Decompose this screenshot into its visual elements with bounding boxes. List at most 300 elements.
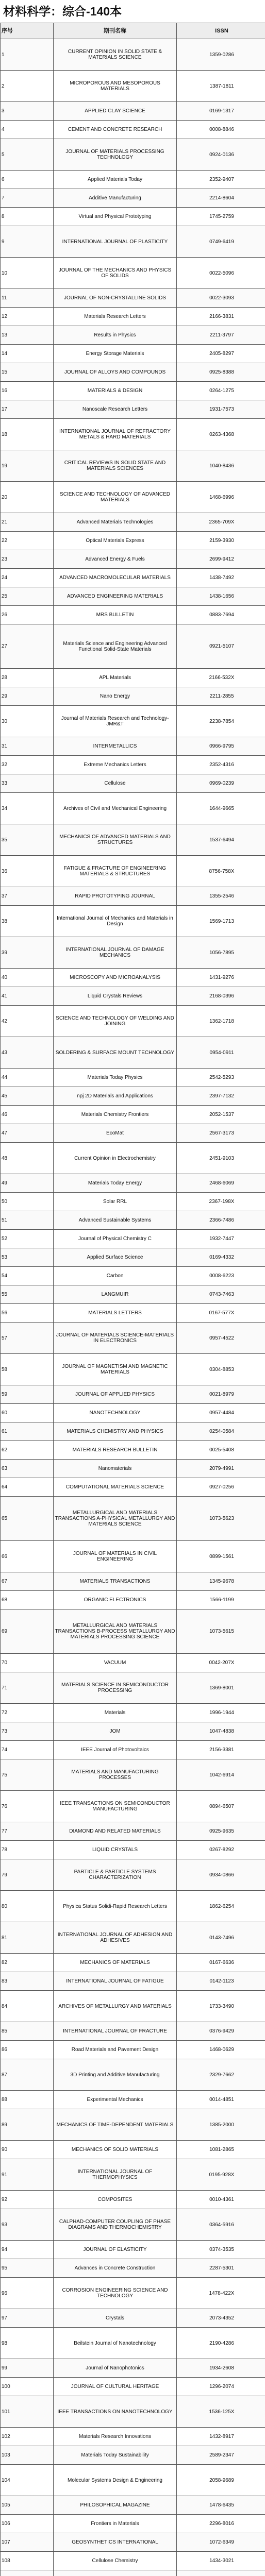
issn-cell: 0374-3535 <box>177 2241 265 2259</box>
issn-cell: 2214-8604 <box>177 189 265 208</box>
journal-name-cell: Archives of Civil and Mechanical Engineering <box>54 793 177 824</box>
issn-cell: 1431-9276 <box>177 969 265 987</box>
rank-cell: 89 <box>1 2109 54 2141</box>
table-row <box>1 1248 265 1267</box>
issn-cell: 0925-8388 <box>177 363 265 382</box>
table-row <box>1 1822 265 1841</box>
journal-name-cell: ORGANIC ELECTRONICS <box>54 1591 177 1609</box>
journal-name-cell: METALLURGICAL AND MATERIALS TRANSACTIONS B-PROCESS METALLURGY AND MATERIALS PROCESSING SCIENCE <box>54 1609 177 1654</box>
rank-cell: 93 <box>1 2209 54 2241</box>
journal-name-cell: JOURNAL OF MAGNETISM AND MAGNETIC MATERIALS <box>54 1354 177 1385</box>
rank-cell: 95 <box>1 2259 54 2278</box>
rank-cell: 31 <box>1 737 54 756</box>
journal-name-cell: IEEE TRANSACTIONS ON NANOTECHNOLOGY <box>54 2396 177 2428</box>
rank-cell: 30 <box>1 706 54 737</box>
rank-cell: 78 <box>1 1841 54 1859</box>
table-row <box>1 400 265 419</box>
issn-cell: 0267-8292 <box>177 1841 265 1859</box>
table-row <box>1 1422 265 1441</box>
table-row <box>1 2041 265 2059</box>
rank-cell: 32 <box>1 756 54 774</box>
rank-cell: 14 <box>1 345 54 363</box>
table-row <box>1 513 265 532</box>
rank-cell: 73 <box>1 1722 54 1741</box>
rank-cell: 5 <box>1 139 54 171</box>
table-row <box>1 1304 265 1323</box>
issn-cell: 0264-1275 <box>177 382 265 400</box>
table-row <box>1 363 265 382</box>
rank-cell: 60 <box>1 1404 54 1422</box>
journal-name-cell: FATIGUE & FRACTURE OF ENGINEERING MATERIALS & STRUCTURES <box>54 856 177 887</box>
journal-name-cell: ADVANCED MACROMOLECULAR MATERIALS <box>54 569 177 587</box>
issn-cell: 2352-9407 <box>177 171 265 189</box>
rank-cell: 65 <box>1 1497 54 1541</box>
table-row <box>1 1672 265 1704</box>
table-row <box>1 2309 265 2328</box>
table-row <box>1 987 265 1006</box>
table-row <box>1 969 265 987</box>
issn-cell: 1644-9665 <box>177 793 265 824</box>
journal-name-cell: Cellulose <box>54 774 177 793</box>
journal-name-cell: Applied Materials Today <box>54 171 177 189</box>
table-row <box>1 382 265 400</box>
table-row <box>1 2378 265 2396</box>
table-row <box>1 1609 265 1654</box>
issn-cell: 0195-928X <box>177 2159 265 2191</box>
rank-cell: 91 <box>1 2159 54 2191</box>
journal-name-cell: Journal of Materials Research and Technology-JMR&T <box>54 706 177 737</box>
issn-cell: 1478-6435 <box>177 2496 265 2515</box>
issn-cell: 0883-7694 <box>177 606 265 624</box>
table-row <box>1 606 265 624</box>
issn-cell: 0142-1123 <box>177 1972 265 1991</box>
issn-cell: 1432-8917 <box>177 2428 265 2446</box>
issn-cell: 0934-0866 <box>177 1859 265 1891</box>
table-row <box>1 171 265 189</box>
rank-cell: 40 <box>1 969 54 987</box>
table-row <box>1 550 265 569</box>
rank-cell: 45 <box>1 1087 54 1106</box>
journal-name-cell: Virtual and Physical Prototyping <box>54 208 177 226</box>
table-row <box>1 2159 265 2191</box>
journal-name-cell: JOURNAL OF MATERIALS SCIENCE-MATERIALS IN ELECTRONICS <box>54 1323 177 1354</box>
journal-name-cell: VACUUM <box>54 1654 177 1672</box>
issn-cell: 1438-1656 <box>177 587 265 606</box>
table-row <box>1 706 265 737</box>
journal-name-cell: Molecular Systems Design & Engineering <box>54 2465 177 2496</box>
journal-name-cell: LANGMUIR <box>54 1285 177 1304</box>
table-row <box>1 1037 265 1069</box>
journal-name-cell: GEOSYNTHETICS INTERNATIONAL <box>54 2533 177 2552</box>
rank-cell: 9 <box>1 226 54 258</box>
rank-cell: 8 <box>1 208 54 226</box>
issn-cell: 1934-2608 <box>177 2359 265 2378</box>
journal-name-cell: MECHANICS OF SOLID MATERIALS <box>54 2141 177 2159</box>
rank-cell: 75 <box>1 1759 54 1791</box>
issn-cell: 0022-5096 <box>177 258 265 289</box>
journal-name-cell: npj 2D Materials and Applications <box>54 1087 177 1106</box>
table-row <box>1 937 265 969</box>
table-row <box>1 1230 265 1248</box>
table-row <box>1 2109 265 2141</box>
table-row <box>1 1791 265 1822</box>
issn-cell: 0254-0584 <box>177 1422 265 1441</box>
issn-cell: 0042-207X <box>177 1654 265 1672</box>
rank-cell: 53 <box>1 1248 54 1267</box>
issn-cell: 1745-2759 <box>177 208 265 226</box>
rank-cell: 59 <box>1 1385 54 1404</box>
issn-cell: 0304-8853 <box>177 1354 265 1385</box>
issn-cell: 2211-3797 <box>177 326 265 345</box>
rank-cell: 55 <box>1 1285 54 1304</box>
rank-cell: 47 <box>1 1124 54 1143</box>
issn-cell: 1073-5615 <box>177 1609 265 1654</box>
rank-cell: 28 <box>1 669 54 687</box>
issn-cell: 1387-1811 <box>177 71 265 102</box>
table-row <box>1 1193 265 1211</box>
rank-cell: 64 <box>1 1478 54 1497</box>
issn-cell: 0954-0911 <box>177 1037 265 1069</box>
rank-cell: 13 <box>1 326 54 345</box>
issn-cell: 0957-4484 <box>177 1404 265 1422</box>
issn-cell: 8756-758X <box>177 856 265 887</box>
table-row <box>1 102 265 121</box>
issn-cell: 0167-6636 <box>177 1954 265 1972</box>
table-row <box>1 208 265 226</box>
journal-name-cell: CORROSION ENGINEERING SCIENCE AND TECHNOLOGY <box>54 2278 177 2309</box>
issn-cell: 0376-9429 <box>177 2022 265 2041</box>
rank-cell: 58 <box>1 1354 54 1385</box>
issn-cell: 1537-6494 <box>177 824 265 856</box>
journal-name-cell: APL Materials <box>54 669 177 687</box>
issn-cell: 2366-7486 <box>177 1211 265 1230</box>
journal-name-cell: JOURNAL OF CULTURAL HERITAGE <box>54 2378 177 2396</box>
rank-cell: 20 <box>1 482 54 513</box>
rank-cell: 19 <box>1 450 54 482</box>
journal-name-cell: Road Materials and Pavement Design <box>54 2041 177 2059</box>
journal-name-cell: Results in Physics <box>54 326 177 345</box>
journal-name-cell: MECHANICS OF ADVANCED MATERIALS AND STRUCTURES <box>54 824 177 856</box>
journal-name-cell: Solar RRL <box>54 1193 177 1211</box>
issn-cell: 1438-7492 <box>177 569 265 587</box>
table-row <box>1 669 265 687</box>
table-row <box>1 1954 265 1972</box>
issn-cell: 0924-0136 <box>177 139 265 171</box>
journal-name-cell: CALPHAD-COMPUTER COUPLING OF PHASE DIAGRAMS AND THERMOCHEMISTRY <box>54 2209 177 2241</box>
rank-cell: 107 <box>1 2533 54 2552</box>
rank-cell: 51 <box>1 1211 54 1230</box>
rank-cell: 49 <box>1 1174 54 1193</box>
rank-cell: 62 <box>1 1441 54 1460</box>
issn-cell: 0008-8846 <box>177 121 265 139</box>
rank-cell: 2 <box>1 71 54 102</box>
issn-cell: 2052-1537 <box>177 1106 265 1124</box>
issn-cell: 1468-0629 <box>177 2041 265 2059</box>
journal-name-cell: Materials Today Sustainability <box>54 2446 177 2465</box>
table-row <box>1 2570 265 2576</box>
journal-name-cell: ARCHIVES OF METALLURGY AND MATERIALS <box>54 1991 177 2022</box>
table-row <box>1 824 265 856</box>
table-row <box>1 2241 265 2259</box>
table-row <box>1 450 265 482</box>
table-row <box>1 1069 265 1087</box>
rank-cell: 84 <box>1 1991 54 2022</box>
journal-name-cell: Advances in Concrete Construction <box>54 2259 177 2278</box>
rank-cell: 52 <box>1 1230 54 1248</box>
table-row <box>1 1591 265 1609</box>
issn-cell: 0925-9635 <box>177 1822 265 1841</box>
journal-name-cell: Extreme Mechanics Letters <box>54 756 177 774</box>
rank-cell: 33 <box>1 774 54 793</box>
journal-name-cell: MATERIALS AND MANUFACTURING PROCESSES <box>54 1759 177 1791</box>
rank-cell: 86 <box>1 2041 54 2059</box>
issn-cell: 1359-0286 <box>177 39 265 71</box>
table-row <box>1 1991 265 2022</box>
rank-cell: 10 <box>1 258 54 289</box>
table-row <box>1 1441 265 1460</box>
journal-name-cell: Additive Manufacturing <box>54 189 177 208</box>
journal-name-cell: CEMENT AND CONCRETE RESEARCH <box>54 121 177 139</box>
journal-name-cell: COMPOSITES <box>54 2191 177 2209</box>
issn-cell: 1345-9678 <box>177 1572 265 1591</box>
rank-cell <box>1 2570 54 2576</box>
journal-name-cell: NANOTECHNOLOGY <box>54 1404 177 1422</box>
journal-name-cell: Nanomaterials <box>54 1460 177 1478</box>
journal-name-cell: Advanced Sustainable Systems <box>54 1211 177 1230</box>
issn-cell: 0921-5107 <box>177 624 265 669</box>
issn-cell: 2365-709X <box>177 513 265 532</box>
table-row <box>1 1460 265 1478</box>
issn-cell: 2468-6069 <box>177 1174 265 1193</box>
issn-cell: 1042-6914 <box>177 1759 265 1791</box>
journal-name-cell: Materials Science and Engineering Advanced Functional Solid-State Materials <box>54 624 177 669</box>
rank-cell: 54 <box>1 1267 54 1285</box>
issn-cell: 2405-8297 <box>177 345 265 363</box>
table-row <box>1 1841 265 1859</box>
table-row <box>1 2446 265 2465</box>
table-row <box>1 1654 265 1672</box>
table-row <box>1 1859 265 1891</box>
journal-name-cell: Energy Storage Materials <box>54 345 177 363</box>
table-row <box>1 1385 265 1404</box>
issn-cell: 2567-3173 <box>177 1124 265 1143</box>
rank-cell: 15 <box>1 363 54 382</box>
table-row <box>1 2465 265 2496</box>
journal-name-cell: JOURNAL OF MATERIALS PROCESSING TECHNOLOGY <box>54 139 177 171</box>
table-row <box>1 1285 265 1304</box>
journal-name-cell: Nanoscale Research Letters <box>54 400 177 419</box>
rank-cell: 56 <box>1 1304 54 1323</box>
issn-cell: 2156-3381 <box>177 1741 265 1759</box>
issn-cell: 1385-2000 <box>177 2109 265 2141</box>
rank-cell: 4 <box>1 121 54 139</box>
rank-cell: 74 <box>1 1741 54 1759</box>
table-row <box>1 1972 265 1991</box>
journal-name-cell: Materials Today Energy <box>54 1174 177 1193</box>
rank-cell: 26 <box>1 606 54 624</box>
rank-cell: 12 <box>1 308 54 326</box>
rank-cell: 7 <box>1 189 54 208</box>
issn-cell: 1733-3490 <box>177 1991 265 2022</box>
issn-cell: 1355-2546 <box>177 887 265 906</box>
issn-cell: 2296-8016 <box>177 2515 265 2533</box>
issn-cell: 0143-7496 <box>177 1922 265 1954</box>
table-row <box>1 2515 265 2533</box>
journal-name-cell: MECHANICS OF TIME-DEPENDENT MATERIALS <box>54 2109 177 2141</box>
journal-name-cell: Beilstein Journal of Nanotechnology <box>54 2328 177 2359</box>
table-row <box>1 2191 265 2209</box>
issn-cell: 2699-9412 <box>177 550 265 569</box>
journal-name-cell: JOURNAL OF ELASTICITY <box>54 2241 177 2259</box>
header-rank: 序号 <box>1 23 54 39</box>
issn-cell <box>177 2570 265 2576</box>
rank-cell: 104 <box>1 2465 54 2496</box>
rank-cell: 96 <box>1 2278 54 2309</box>
rank-cell: 77 <box>1 1822 54 1841</box>
issn-cell: 1862-6254 <box>177 1891 265 1922</box>
table-row <box>1 687 265 706</box>
issn-cell: 1478-422X <box>177 2278 265 2309</box>
rank-cell: 100 <box>1 2378 54 2396</box>
journal-name-cell: MICROPOROUS AND MESOPOROUS MATERIALS <box>54 71 177 102</box>
journal-name-cell: Crystals <box>54 2309 177 2328</box>
table-row <box>1 887 265 906</box>
header-journal: 期刊名称 <box>54 23 177 39</box>
issn-cell: 1536-125X <box>177 2396 265 2428</box>
rank-cell: 27 <box>1 624 54 669</box>
table-row <box>1 1741 265 1759</box>
issn-cell: 1047-4838 <box>177 1722 265 1741</box>
issn-cell: 0743-7463 <box>177 1285 265 1304</box>
journal-name-cell: SOLDERING & SURFACE MOUNT TECHNOLOGY <box>54 1037 177 1069</box>
journal-name-cell: MATERIALS SCIENCE IN SEMICONDUCTOR PROCESSING <box>54 1672 177 1704</box>
table-row <box>1 1124 265 1143</box>
table-row <box>1 1759 265 1791</box>
rank-cell: 101 <box>1 2396 54 2428</box>
table-row <box>1 2552 265 2570</box>
rank-cell: 57 <box>1 1323 54 1354</box>
issn-cell: 2166-3831 <box>177 308 265 326</box>
table-row <box>1 326 265 345</box>
rank-cell: 99 <box>1 2359 54 2378</box>
issn-cell: 1362-1718 <box>177 1006 265 1037</box>
table-row <box>1 1722 265 1741</box>
table-row <box>1 1572 265 1591</box>
rank-cell: 16 <box>1 382 54 400</box>
journal-name-cell: Cellulose Chemistry <box>54 2552 177 2570</box>
journal-name-cell: MRS BULLETIN <box>54 606 177 624</box>
issn-cell: 1081-2865 <box>177 2141 265 2159</box>
issn-cell: 1056-7895 <box>177 937 265 969</box>
rank-cell: 35 <box>1 824 54 856</box>
table-header-row <box>1 23 265 39</box>
rank-cell: 24 <box>1 569 54 587</box>
table-row <box>1 189 265 208</box>
issn-cell: 0021-8979 <box>177 1385 265 1404</box>
rank-cell: 80 <box>1 1891 54 1922</box>
issn-cell: 2058-9689 <box>177 2465 265 2496</box>
rank-cell: 69 <box>1 1609 54 1654</box>
table-row <box>1 139 265 171</box>
rank-cell: 61 <box>1 1422 54 1441</box>
journal-name-cell: Materials Research Letters <box>54 308 177 326</box>
rank-cell: 1 <box>1 39 54 71</box>
issn-cell: 2367-198X <box>177 1193 265 1211</box>
rank-cell: 79 <box>1 1859 54 1891</box>
issn-cell: 2352-4316 <box>177 756 265 774</box>
journal-name-cell: INTERNATIONAL JOURNAL OF THERMOPHYSICS <box>54 2159 177 2191</box>
rank-cell: 25 <box>1 587 54 606</box>
rank-cell: 102 <box>1 2428 54 2446</box>
table-row <box>1 2328 265 2359</box>
issn-cell: 0364-5916 <box>177 2209 265 2241</box>
journal-name-cell: INTERMETALLICS <box>54 737 177 756</box>
table-row <box>1 1404 265 1422</box>
issn-cell: 1932-7447 <box>177 1230 265 1248</box>
rank-cell: 106 <box>1 2515 54 2533</box>
table-row <box>1 308 265 326</box>
issn-cell: 0010-4361 <box>177 2191 265 2209</box>
journal-name-cell: JOURNAL OF THE MECHANICS AND PHYSICS OF SOLIDS <box>54 258 177 289</box>
issn-cell: 0014-4851 <box>177 2091 265 2109</box>
rank-cell: 43 <box>1 1037 54 1069</box>
journal-name-cell: Advanced Materials Technologies <box>54 513 177 532</box>
issn-cell: 1468-6996 <box>177 482 265 513</box>
issn-cell: 0927-0256 <box>177 1478 265 1497</box>
rank-cell: 42 <box>1 1006 54 1037</box>
journal-name-cell: EcoMat <box>54 1124 177 1143</box>
issn-cell: 2451-9103 <box>177 1143 265 1174</box>
journal-name-cell: Materials <box>54 1704 177 1722</box>
table-row <box>1 1541 265 1572</box>
journal-name-cell: MATERIALS RESEARCH BULLETIN <box>54 1441 177 1460</box>
issn-cell: 2079-4991 <box>177 1460 265 1478</box>
issn-cell: 1369-8001 <box>177 1672 265 1704</box>
journal-name-cell: INTERNATIONAL JOURNAL OF FATIGUE <box>54 1972 177 1991</box>
table-row <box>1 2141 265 2159</box>
rank-cell: 34 <box>1 793 54 824</box>
table-row <box>1 419 265 450</box>
journal-table-body <box>1 23 265 2576</box>
journal-name-cell: Materials Chemistry Frontiers <box>54 1106 177 1124</box>
issn-cell: 0022-3093 <box>177 289 265 308</box>
journal-name-cell: MICROSCOPY AND MICROANALYSIS <box>54 969 177 987</box>
rank-cell: 70 <box>1 1654 54 1672</box>
table-row <box>1 1354 265 1385</box>
rank-cell: 67 <box>1 1572 54 1591</box>
issn-cell: 0966-9795 <box>177 737 265 756</box>
table-row <box>1 1267 265 1285</box>
journal-name-cell: Optical Materials Express <box>54 532 177 550</box>
journal-name-cell: INTERNATIONAL JOURNAL OF ADHESION AND ADHESIVES <box>54 1922 177 1954</box>
rank-cell: 90 <box>1 2141 54 2159</box>
journal-name-cell: ADVANCED ENGINEERING MATERIALS <box>54 587 177 606</box>
journal-name-cell: APPLIED CLAY SCIENCE <box>54 102 177 121</box>
issn-cell: 2168-0396 <box>177 987 265 1006</box>
journal-name-cell: INTERNATIONAL JOURNAL OF DAMAGE MECHANICS <box>54 937 177 969</box>
table-row <box>1 793 265 824</box>
rank-cell: 68 <box>1 1591 54 1609</box>
table-row <box>1 482 265 513</box>
journal-name-cell: PHILOSOPHICAL MAGAZINE <box>54 2496 177 2515</box>
table-row <box>1 121 265 139</box>
rank-cell: 17 <box>1 400 54 419</box>
rank-cell: 82 <box>1 1954 54 1972</box>
table-row <box>1 856 265 887</box>
rank-cell: 94 <box>1 2241 54 2259</box>
table-row <box>1 1174 265 1193</box>
journal-name-cell: Nano Energy <box>54 687 177 706</box>
